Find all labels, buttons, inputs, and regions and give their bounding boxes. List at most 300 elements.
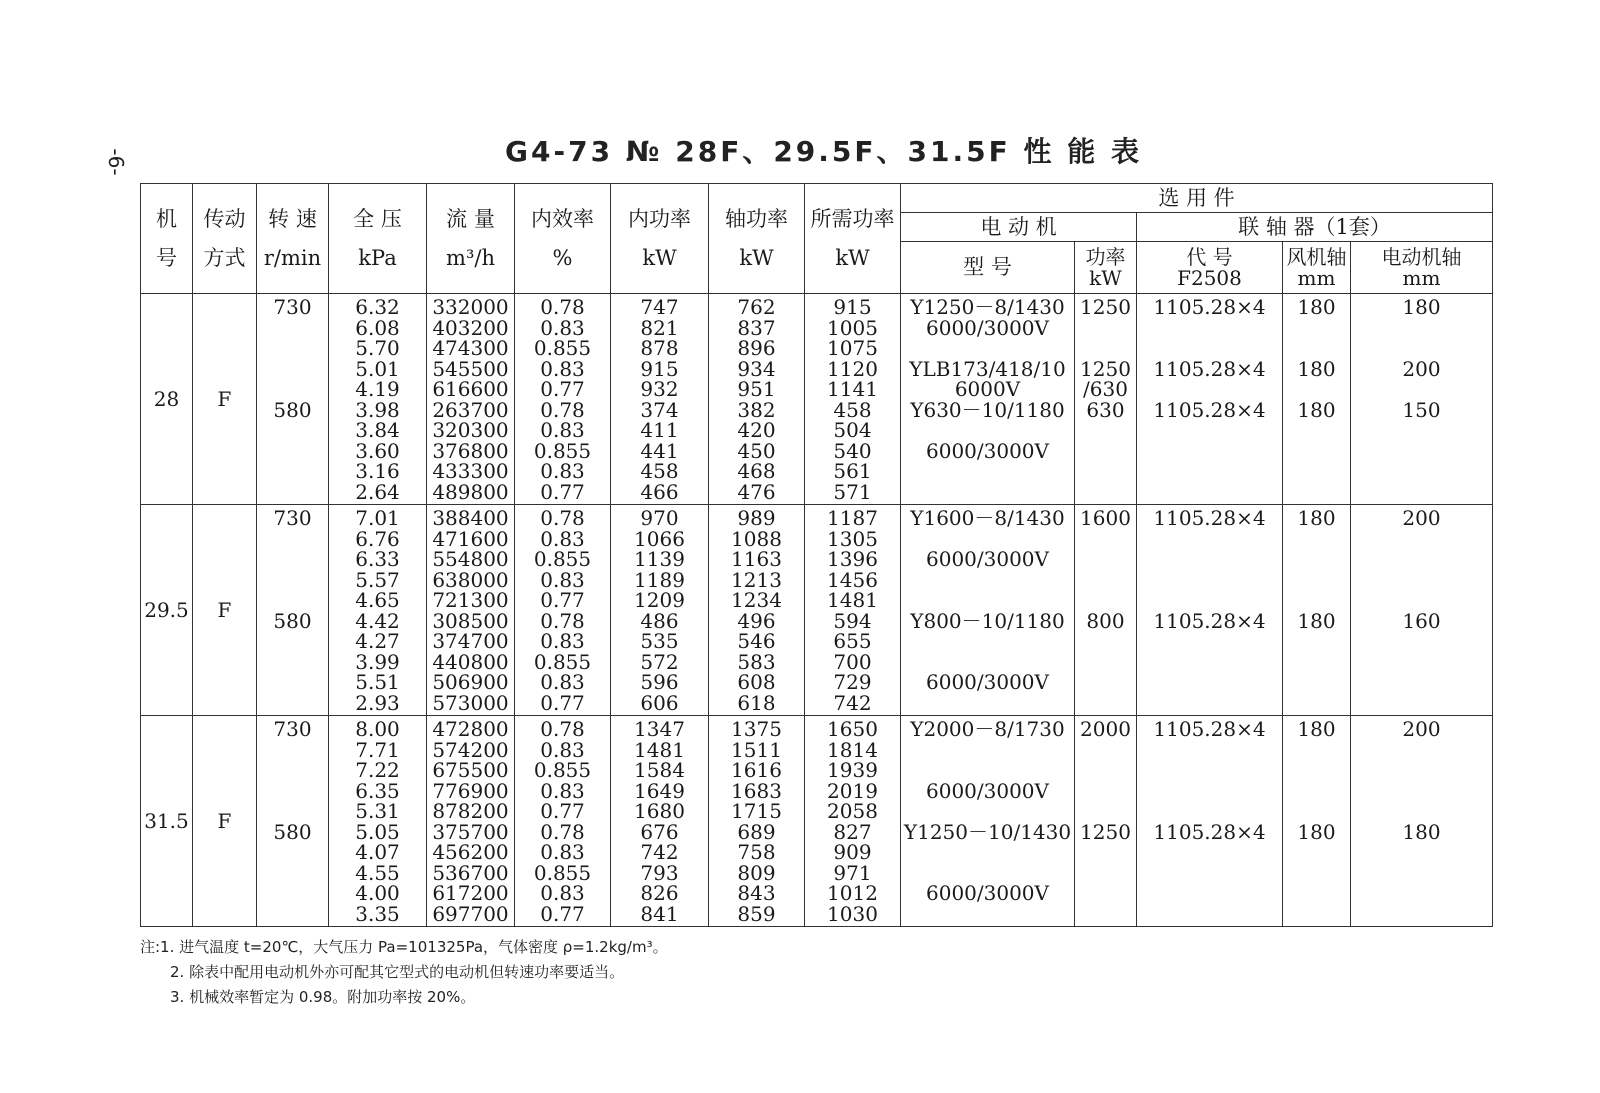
motor-shaft-value: [1351, 863, 1492, 884]
motor-shaft-value: [1351, 693, 1492, 714]
table-row: [141, 294, 1493, 505]
required-power-value: 1012: [827, 881, 878, 905]
coupling-code-value: [1137, 652, 1282, 673]
motor-model-value: [901, 420, 1074, 441]
inner-power-value: 747: [640, 295, 679, 319]
efficiency-value: 0.83: [540, 459, 585, 483]
motor-shaft-value: [1351, 461, 1492, 482]
fan-shaft-value: [1283, 379, 1350, 400]
inner-power-value: 441: [640, 438, 679, 463]
header-coupling: 联 轴 器（1套）: [1137, 213, 1493, 242]
motor-power-value: [1075, 863, 1136, 884]
inner-power-value: 915: [640, 356, 679, 381]
motor-power-value: [1075, 842, 1136, 863]
fan-shaft-value: 180: [1297, 819, 1336, 844]
fan-shaft-cell: [1283, 505, 1351, 716]
efficiency-value: 0.77: [540, 799, 585, 823]
flow-value: 721300: [432, 588, 509, 612]
motor-model-cell: [901, 505, 1075, 716]
note-1: 注:1. 进气温度 t=20℃，大气压力 Pa=101325Pa，气体密度 ρ=1.2kg/m³。: [140, 938, 668, 956]
inner-power-value: 572: [640, 649, 679, 674]
speed-value: [257, 672, 328, 693]
motor-shaft-value: [1351, 441, 1492, 462]
flow-value: 308500: [432, 608, 509, 633]
speed-value: 730: [273, 506, 312, 530]
header-shaft-power: 轴功率 kW: [709, 184, 805, 294]
shaft-power-value: 1234: [731, 588, 782, 612]
coupling-code-value: [1137, 318, 1282, 339]
required-power-value: 1305: [827, 526, 878, 551]
speed-value: [257, 631, 328, 652]
motor-shaft-value: [1351, 420, 1492, 441]
speed-value: [257, 441, 328, 462]
inner-power-value: 466: [640, 479, 679, 504]
pressure-value: 6.33: [355, 547, 400, 571]
required-power-value: 540: [833, 438, 872, 463]
shaft-power-value: 1683: [731, 778, 782, 803]
flow-value: 388400: [432, 506, 509, 530]
motor-model-cell: [901, 716, 1075, 927]
flow-cell: [427, 716, 515, 927]
pressure-value: 5.05: [355, 819, 400, 844]
pressure-cell: [329, 294, 427, 505]
efficiency-value: 0.78: [540, 819, 585, 844]
shaft-power-value: 809: [737, 860, 776, 885]
motor-model-value: Y1250－8/1430: [910, 295, 1065, 319]
pressure-value: 7.01: [355, 506, 400, 530]
efficiency-value: 0.855: [533, 860, 592, 885]
motor-power-value: [1075, 318, 1136, 339]
flow-value: 675500: [432, 758, 509, 782]
required-power-value: 1814: [827, 737, 878, 762]
motor-model-value: [901, 904, 1074, 925]
header-drive: 传动 方式: [193, 184, 257, 294]
motor-power-value: /630: [1083, 377, 1128, 401]
inner-power-value: 742: [640, 840, 679, 864]
coupling-code-value: [1137, 842, 1282, 863]
speed-value: [257, 570, 328, 591]
fan-shaft-value: [1283, 570, 1350, 591]
drive-cell: F: [193, 716, 257, 927]
flow-value: 471600: [432, 526, 509, 551]
inner-power-value: 1347: [634, 717, 685, 741]
efficiency-value: 0.83: [540, 418, 585, 442]
motor-model-value: [901, 863, 1074, 884]
motor-shaft-value: [1351, 318, 1492, 339]
fan-shaft-value: [1283, 883, 1350, 904]
required-power-value: 827: [833, 819, 872, 844]
motor-power-cell: [1075, 294, 1137, 505]
motor-model-value: [901, 760, 1074, 781]
motor-power-value: [1075, 570, 1136, 591]
coupling-code-value: 1105.28×4: [1153, 295, 1266, 319]
coupling-code-value: [1137, 781, 1282, 802]
flow-value: 456200: [432, 840, 509, 864]
inner-power-cell: [611, 294, 709, 505]
speed-value: [257, 420, 328, 441]
note-2: 2. 除表中配用电动机外亦可配其它型式的电动机但转速功率要适当。: [170, 963, 625, 981]
fan-shaft-value: [1283, 549, 1350, 570]
speed-value: [257, 549, 328, 570]
speed-value: [257, 529, 328, 550]
required-power-value: 1650: [827, 717, 878, 741]
shaft-power-value: 468: [737, 459, 776, 483]
pressure-value: 4.07: [355, 840, 400, 864]
drive-cell: F: [193, 505, 257, 716]
coupling-code-value: [1137, 631, 1282, 652]
motor-shaft-value: [1351, 482, 1492, 503]
required-power-value: 1456: [827, 567, 878, 592]
inner-power-value: 878: [640, 336, 679, 360]
header-inner-power: 内功率 kW: [611, 184, 709, 294]
motor-model-value: Y2000－8/1730: [910, 717, 1065, 741]
coupling-code-value: [1137, 549, 1282, 570]
motor-power-value: [1075, 693, 1136, 714]
motor-shaft-value: 150: [1402, 397, 1441, 422]
coupling-code-value: [1137, 529, 1282, 550]
motor-model-value: 6000/3000V: [926, 670, 1049, 694]
coupling-code-value: [1137, 760, 1282, 781]
motor-shaft-value: 200: [1402, 717, 1441, 741]
motor-shaft-value: 180: [1402, 819, 1441, 844]
motor-model-value: 6000/3000V: [926, 881, 1049, 905]
fan-shaft-value: 180: [1297, 356, 1336, 381]
motor-model-value: [901, 461, 1074, 482]
pressure-value: 4.42: [355, 608, 400, 633]
coupling-code-value: [1137, 420, 1282, 441]
pressure-value: 4.55: [355, 860, 400, 885]
pressure-value: 4.19: [355, 377, 400, 401]
required-power-value: 1396: [827, 547, 878, 571]
shaft-power-value: 1375: [731, 717, 782, 741]
shaft-power-value: 837: [737, 315, 776, 340]
required-power-value: 655: [833, 629, 872, 653]
header-selection: 选 用 件: [901, 184, 1493, 213]
motor-model-value: 6000/3000V: [926, 547, 1049, 571]
motor-model-value: [901, 801, 1074, 822]
motor-power-value: [1075, 631, 1136, 652]
inner-power-value: 596: [640, 670, 679, 694]
coupling-code-value: [1137, 590, 1282, 611]
motor-shaft-value: [1351, 338, 1492, 359]
speed-value: [257, 740, 328, 761]
pressure-value: 3.99: [355, 649, 400, 674]
required-power-value: 1075: [827, 336, 878, 360]
fan-shaft-value: [1283, 420, 1350, 441]
efficiency-value: 0.83: [540, 526, 585, 551]
required-power-value: 561: [833, 459, 872, 483]
speed-value: [257, 482, 328, 503]
required-power-value: 909: [833, 840, 872, 864]
flow-value: 374700: [432, 629, 509, 653]
motor-shaft-value: [1351, 760, 1492, 781]
shaft-power-value: 896: [737, 336, 776, 360]
shaft-power-value: 1163: [731, 547, 782, 571]
motor-model-value: [901, 529, 1074, 550]
motor-power-value: [1075, 781, 1136, 802]
flow-value: 545500: [432, 356, 509, 381]
motor-shaft-value: [1351, 672, 1492, 693]
pressure-value: 8.00: [355, 717, 400, 741]
motor-shaft-value: 180: [1402, 295, 1441, 319]
flow-cell: [427, 505, 515, 716]
fan-shaft-value: [1283, 781, 1350, 802]
efficiency-value: 0.83: [540, 670, 585, 694]
motor-shaft-value: 200: [1402, 506, 1441, 530]
pressure-value: 4.65: [355, 588, 400, 612]
coupling-code-value: [1137, 904, 1282, 925]
flow-value: 489800: [432, 479, 509, 504]
inner-power-value: 1209: [634, 588, 685, 612]
coupling-code-value: [1137, 482, 1282, 503]
efficiency-cell: [515, 505, 611, 716]
flow-value: 697700: [432, 901, 509, 926]
fan-shaft-value: 180: [1297, 717, 1336, 741]
required-power-value: 1939: [827, 758, 878, 782]
shaft-power-value: 859: [737, 901, 776, 926]
speed-value: [257, 842, 328, 863]
efficiency-value: 0.83: [540, 567, 585, 592]
drive-cell: F: [193, 294, 257, 505]
motor-model-value: Y630－10/1180: [910, 397, 1065, 422]
pressure-value: 3.60: [355, 438, 400, 463]
fan-shaft-value: [1283, 652, 1350, 673]
inner-power-value: 1189: [634, 567, 685, 592]
speed-value: 580: [273, 819, 312, 844]
fan-shaft-value: 180: [1297, 506, 1336, 530]
pressure-value: 6.08: [355, 315, 400, 340]
speed-value: [257, 801, 328, 822]
efficiency-value: 0.77: [540, 901, 585, 926]
inner-power-value: 793: [640, 860, 679, 885]
efficiency-value: 0.83: [540, 629, 585, 653]
speed-value: [257, 863, 328, 884]
pressure-value: 6.32: [355, 295, 400, 319]
motor-shaft-value: [1351, 883, 1492, 904]
header-code: 代 号 F2508: [1137, 242, 1283, 294]
coupling-code-value: 1105.28×4: [1153, 717, 1266, 741]
coupling-code-value: 1105.28×4: [1153, 356, 1266, 381]
inner-power-value: 821: [640, 315, 679, 340]
header-pressure: 全 压 kPa: [329, 184, 427, 294]
inner-power-value: 676: [640, 819, 679, 844]
required-power-value: 1005: [827, 315, 878, 340]
motor-shaft-value: [1351, 652, 1492, 673]
shaft-power-value: 843: [737, 881, 776, 905]
required-power-value: 2019: [827, 778, 878, 803]
efficiency-value: 0.83: [540, 778, 585, 803]
shaft-power-value: 618: [737, 690, 776, 715]
pressure-value: 5.51: [355, 670, 400, 694]
speed-value: [257, 883, 328, 904]
fan-shaft-value: [1283, 461, 1350, 482]
motor-model-value: [901, 482, 1074, 503]
fan-shaft-value: [1283, 482, 1350, 503]
pressure-value: 5.31: [355, 799, 400, 823]
machine-no-cell: 31.5: [141, 716, 193, 927]
motor-shaft-value: 160: [1402, 608, 1441, 633]
motor-shaft-value: [1351, 379, 1492, 400]
motor-power-cell: [1075, 716, 1137, 927]
header-fan-shaft: 风机轴 mm: [1283, 242, 1351, 294]
coupling-code-value: [1137, 693, 1282, 714]
motor-shaft-value: [1351, 590, 1492, 611]
coupling-code-value: [1137, 801, 1282, 822]
fan-shaft-cell: [1283, 294, 1351, 505]
motor-shaft-cell: [1351, 505, 1493, 716]
motor-power-value: [1075, 740, 1136, 761]
pressure-value: 5.57: [355, 567, 400, 592]
notes: [140, 935, 668, 1010]
page-number: -6-: [104, 148, 128, 176]
shaft-power-cell: [709, 294, 805, 505]
coupling-code-value: 1105.28×4: [1153, 397, 1266, 422]
pressure-value: 7.71: [355, 737, 400, 762]
speed-value: [257, 379, 328, 400]
pressure-value: 4.27: [355, 629, 400, 653]
shaft-power-value: 583: [737, 649, 776, 674]
shaft-power-value: 450: [737, 438, 776, 463]
fan-shaft-value: [1283, 631, 1350, 652]
efficiency-value: 0.77: [540, 588, 585, 612]
fan-shaft-value: 180: [1297, 295, 1336, 319]
inner-power-value: 1584: [634, 758, 685, 782]
fan-shaft-value: [1283, 904, 1350, 925]
motor-power-value: 1250: [1080, 819, 1131, 844]
inner-power-cell: [611, 505, 709, 716]
motor-model-value: [901, 652, 1074, 673]
motor-shaft-cell: [1351, 294, 1493, 505]
pressure-value: 3.84: [355, 418, 400, 442]
inner-power-value: 606: [640, 690, 679, 715]
speed-value: [257, 781, 328, 802]
required-power-value: 571: [833, 479, 872, 504]
motor-shaft-value: [1351, 842, 1492, 863]
required-power-value: 729: [833, 670, 872, 694]
speed-value: [257, 461, 328, 482]
motor-power-value: [1075, 672, 1136, 693]
pressure-value: 5.01: [355, 356, 400, 381]
flow-value: 332000: [432, 295, 509, 319]
efficiency-value: 0.83: [540, 881, 585, 905]
flow-value: 403200: [432, 315, 509, 340]
efficiency-cell: [515, 716, 611, 927]
fan-shaft-cell: [1283, 716, 1351, 927]
efficiency-value: 0.77: [540, 377, 585, 401]
flow-value: 638000: [432, 567, 509, 592]
required-power-value: 1481: [827, 588, 878, 612]
shaft-power-value: 758: [737, 840, 776, 864]
header-motor-power: 功率 kW: [1075, 242, 1137, 294]
motor-power-value: [1075, 590, 1136, 611]
motor-model-value: 6000/3000V: [926, 315, 1049, 340]
shaft-power-value: 951: [737, 377, 776, 401]
pressure-value: 3.16: [355, 459, 400, 483]
required-power-cell: [805, 505, 901, 716]
shaft-power-value: 420: [737, 418, 776, 442]
shaft-power-cell: [709, 716, 805, 927]
coupling-code-cell: [1137, 294, 1283, 505]
speed-value: [257, 693, 328, 714]
motor-power-value: [1075, 420, 1136, 441]
efficiency-value: 0.77: [540, 479, 585, 504]
fan-shaft-value: [1283, 338, 1350, 359]
pressure-value: 2.93: [355, 690, 400, 715]
flow-value: 616600: [432, 377, 509, 401]
inner-power-value: 1649: [634, 778, 685, 803]
inner-power-value: 826: [640, 881, 679, 905]
motor-model-value: [901, 693, 1074, 714]
header-speed: 转 速 r/min: [257, 184, 329, 294]
motor-power-value: 1600: [1080, 506, 1131, 530]
motor-shaft-cell: [1351, 716, 1493, 927]
coupling-code-value: [1137, 883, 1282, 904]
speed-cell: [257, 505, 329, 716]
pressure-value: 2.64: [355, 479, 400, 504]
motor-model-value: [901, 842, 1074, 863]
shaft-power-value: 1616: [731, 758, 782, 782]
inner-power-value: 486: [640, 608, 679, 633]
motor-model-value: [901, 590, 1074, 611]
pressure-cell: [329, 716, 427, 927]
efficiency-value: 0.855: [533, 547, 592, 571]
speed-cell: [257, 294, 329, 505]
shaft-power-value: 546: [737, 629, 776, 653]
motor-model-value: [901, 631, 1074, 652]
motor-power-value: [1075, 549, 1136, 570]
flow-value: 574200: [432, 737, 509, 762]
required-power-value: 1141: [827, 377, 878, 401]
fan-shaft-value: 180: [1297, 608, 1336, 633]
flow-value: 375700: [432, 819, 509, 844]
required-power-value: 700: [833, 649, 872, 674]
motor-shaft-value: [1351, 781, 1492, 802]
speed-value: 580: [273, 397, 312, 422]
efficiency-value: 0.83: [540, 840, 585, 864]
shaft-power-value: 1213: [731, 567, 782, 592]
flow-value: 554800: [432, 547, 509, 571]
coupling-code-cell: [1137, 505, 1283, 716]
machine-no-cell: 28: [141, 294, 193, 505]
motor-shaft-value: [1351, 801, 1492, 822]
required-power-value: 915: [833, 295, 872, 319]
shaft-power-value: 476: [737, 479, 776, 504]
motor-shaft-value: [1351, 631, 1492, 652]
shaft-power-value: 1511: [731, 737, 782, 762]
motor-power-value: 630: [1086, 397, 1125, 422]
pressure-value: 3.35: [355, 901, 400, 926]
required-power-value: 742: [833, 690, 872, 715]
inner-power-value: 970: [640, 506, 679, 530]
performance-table: [140, 183, 1493, 927]
shaft-power-value: 608: [737, 670, 776, 694]
coupling-code-value: [1137, 740, 1282, 761]
coupling-code-value: 1105.28×4: [1153, 506, 1266, 530]
shaft-power-value: 382: [737, 397, 776, 422]
efficiency-value: 0.78: [540, 717, 585, 741]
coupling-code-value: [1137, 338, 1282, 359]
efficiency-value: 0.78: [540, 397, 585, 422]
coupling-code-value: [1137, 863, 1282, 884]
shaft-power-value: 989: [737, 506, 776, 530]
efficiency-value: 0.83: [540, 737, 585, 762]
required-power-value: 971: [833, 860, 872, 885]
efficiency-value: 0.78: [540, 506, 585, 530]
inner-power-value: 932: [640, 377, 679, 401]
efficiency-value: 0.77: [540, 690, 585, 715]
note-3: 3. 机械效率暂定为 0.98。附加功率按 20%。: [170, 988, 476, 1006]
table-row: [141, 505, 1493, 716]
